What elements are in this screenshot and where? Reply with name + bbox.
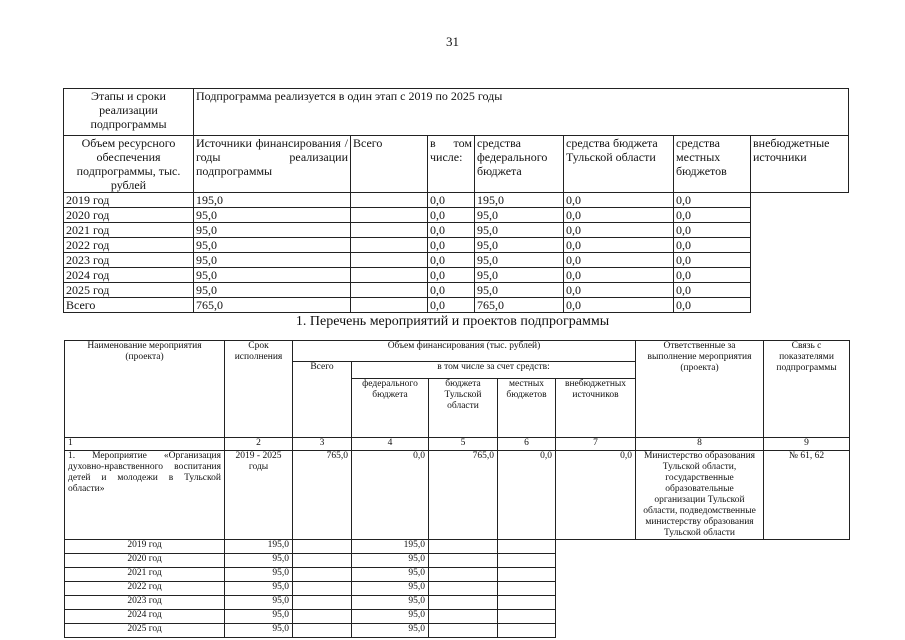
total-cell: 195,0 [194, 193, 351, 208]
stages-row [64, 89, 849, 136]
federal-cell [293, 540, 352, 554]
total-cell: 95,0 [194, 238, 351, 253]
header-total: Всего [351, 136, 428, 193]
header-extra: внебюджетных источников [556, 379, 636, 438]
regional-cell: 95,0 [475, 268, 564, 283]
year-cell: 2021 год [64, 223, 194, 238]
local-cell: 0,0 [564, 208, 674, 223]
passport-year-row [64, 283, 849, 298]
sources-header-row [64, 136, 849, 193]
col-number: 4 [352, 438, 429, 451]
activity-year-row [65, 554, 850, 568]
header-regional: средства бюджета Тульской области [564, 136, 674, 193]
passport-year-row [64, 223, 849, 238]
section-heading: 1. Перечень мероприятий и проектов подпрограммы [295, 314, 610, 329]
extra-cell [498, 624, 556, 638]
regional-cell: 95,0 [475, 253, 564, 268]
header-responsible: Ответственные за выполнение мероприятия (проекта) [636, 341, 764, 438]
passport-year-row [64, 208, 849, 223]
header-local: средства местных бюджетов [674, 136, 751, 193]
extra-cell: 0,0 [674, 238, 751, 253]
total-cell: 95,0 [194, 268, 351, 283]
stages-value: Подпрограмма реализуется в один этап с 2019 по 2025 годы [194, 89, 849, 136]
regional-cell: 95,0 [475, 238, 564, 253]
extra-cell [498, 582, 556, 596]
activity-year-row [65, 568, 850, 582]
extra-cell: 0,0 [674, 208, 751, 223]
federal-cell: 0,0 [428, 238, 475, 253]
total-cell: 95,0 [194, 208, 351, 223]
extra-cell: 0,0 [674, 223, 751, 238]
activities-table [64, 340, 850, 638]
header-federal: федерального бюджета [352, 379, 429, 438]
local-cell [429, 568, 498, 582]
federal-cell [293, 582, 352, 596]
year-cell: 2022 год [64, 238, 194, 253]
col-number: 9 [764, 438, 850, 451]
header-extra: внебюджетные источники [751, 136, 849, 193]
extra-cell: 0,0 [674, 193, 751, 208]
header-funding: Объем финансирования (тыс. рублей) [293, 341, 636, 362]
federal-cell [293, 624, 352, 638]
local-cell [429, 624, 498, 638]
col-number: 2 [225, 438, 293, 451]
federal-cell: 0,0 [428, 298, 475, 313]
col-number: 1 [65, 438, 225, 451]
total-cell: 95,0 [194, 223, 351, 238]
activity-federal: 0,0 [352, 451, 429, 540]
local-cell: 0,0 [564, 298, 674, 313]
federal-cell [293, 610, 352, 624]
col-number: 5 [429, 438, 498, 451]
year-cell: 2020 год [65, 554, 225, 568]
local-cell: 0,0 [564, 193, 674, 208]
passport-year-row [64, 238, 849, 253]
header-regional: бюджета Тульской области [429, 379, 498, 438]
extra-cell [498, 596, 556, 610]
header-total: Всего [293, 362, 352, 438]
total-cell: 95,0 [225, 610, 293, 624]
year-cell: 2019 год [65, 540, 225, 554]
local-cell: 0,0 [564, 253, 674, 268]
passport-year-row [64, 298, 849, 313]
activity-regional: 765,0 [429, 451, 498, 540]
year-cell: 2025 год [65, 624, 225, 638]
header-local: местных бюджетов [498, 379, 556, 438]
column-numbers-row [65, 438, 850, 451]
including-cell [351, 223, 428, 238]
regional-cell: 95,0 [352, 610, 429, 624]
including-cell [351, 238, 428, 253]
regional-cell: 95,0 [475, 283, 564, 298]
header-federal: средства федерального бюджета [475, 136, 564, 193]
including-cell [351, 268, 428, 283]
federal-cell: 0,0 [428, 193, 475, 208]
extra-cell: 0,0 [674, 253, 751, 268]
total-cell: 765,0 [194, 298, 351, 313]
federal-cell [293, 596, 352, 610]
regional-cell: 95,0 [352, 554, 429, 568]
year-cell: 2021 год [65, 568, 225, 582]
activity-year-row [65, 624, 850, 638]
total-cell: 95,0 [225, 582, 293, 596]
regional-cell: 95,0 [475, 223, 564, 238]
extra-cell [498, 568, 556, 582]
extra-cell [498, 554, 556, 568]
year-cell: 2023 год [65, 596, 225, 610]
subprogram-passport-table [63, 88, 849, 313]
including-cell [351, 253, 428, 268]
passport-year-row [64, 268, 849, 283]
activity-year-row [65, 596, 850, 610]
federal-cell: 0,0 [428, 253, 475, 268]
local-cell [429, 596, 498, 610]
federal-cell [293, 554, 352, 568]
activity-year-row [65, 610, 850, 624]
total-cell: 95,0 [225, 624, 293, 638]
activity-extra: 0,0 [556, 451, 636, 540]
including-cell [351, 193, 428, 208]
year-cell: 2022 год [65, 582, 225, 596]
total-cell: 95,0 [225, 568, 293, 582]
total-cell: 95,0 [225, 554, 293, 568]
regional-cell: 195,0 [352, 540, 429, 554]
year-cell: 2024 год [64, 268, 194, 283]
total-cell: 95,0 [194, 253, 351, 268]
col-number: 6 [498, 438, 556, 451]
including-cell [351, 283, 428, 298]
year-cell: 2025 год [64, 283, 194, 298]
year-cell: 2019 год [64, 193, 194, 208]
extra-cell [498, 540, 556, 554]
header-including: в том числе за счет средств: [352, 362, 636, 379]
stages-label: Этапы и сроки реализации подпрограммы [64, 89, 194, 136]
regional-cell: 95,0 [352, 568, 429, 582]
activity-year-row [65, 540, 850, 554]
resources-label: Объем ресурсного обеспечения подпрограммы, тыс. рублей [64, 136, 194, 193]
extra-cell: 0,0 [674, 283, 751, 298]
local-cell: 0,0 [564, 238, 674, 253]
activities-header-row-1 [65, 341, 850, 362]
local-cell [429, 582, 498, 596]
local-cell: 0,0 [564, 268, 674, 283]
total-cell: 95,0 [194, 283, 351, 298]
extra-cell: 0,0 [674, 268, 751, 283]
local-cell [429, 610, 498, 624]
year-cell: 2020 год [64, 208, 194, 223]
activity-local: 0,0 [498, 451, 556, 540]
federal-cell: 0,0 [428, 223, 475, 238]
col-number: 8 [636, 438, 764, 451]
federal-cell: 0,0 [428, 283, 475, 298]
header-including: в том числе: [428, 136, 475, 193]
year-cell: 2023 год [64, 253, 194, 268]
local-cell: 0,0 [564, 283, 674, 298]
col-number: 3 [293, 438, 352, 451]
local-cell [429, 554, 498, 568]
regional-cell: 765,0 [475, 298, 564, 313]
activity-year-row [65, 582, 850, 596]
page-number: 31 [446, 34, 459, 49]
header-sources: Источники финансирования / годы реализации подпрограммы [194, 136, 351, 193]
federal-cell [293, 568, 352, 582]
passport-year-row [64, 253, 849, 268]
including-cell [351, 208, 428, 223]
local-cell: 0,0 [564, 223, 674, 238]
activity-main-row [65, 451, 850, 540]
year-cell: 2024 год [65, 610, 225, 624]
year-cell: Всего [64, 298, 194, 313]
extra-cell: 0,0 [674, 298, 751, 313]
total-cell: 95,0 [225, 596, 293, 610]
activity-term: 2019 - 2025 годы [225, 451, 293, 540]
regional-cell: 95,0 [352, 596, 429, 610]
total-cell: 195,0 [225, 540, 293, 554]
activity-responsible: Министерство образования Тульской области, государственные образовательные организации Тульской области, подведомственные министерству образования Тульской области [636, 451, 764, 540]
regional-cell: 95,0 [352, 582, 429, 596]
activity-name: 1. Мероприятие «Организация духовно-нравственного воспитания детей и молодежи в Тульской области» [65, 451, 225, 540]
col-number: 7 [556, 438, 636, 451]
including-cell [351, 298, 428, 313]
federal-cell: 0,0 [428, 208, 475, 223]
local-cell [429, 540, 498, 554]
regional-cell: 95,0 [352, 624, 429, 638]
header-link: Связь с показателями подпрограммы [764, 341, 850, 438]
header-term: Срок исполнения [225, 341, 293, 438]
extra-cell [498, 610, 556, 624]
regional-cell: 95,0 [475, 208, 564, 223]
federal-cell: 0,0 [428, 268, 475, 283]
header-name: Наименование мероприятия (проекта) [65, 341, 225, 438]
activity-link: № 61, 62 [764, 451, 850, 540]
passport-year-row [64, 193, 849, 208]
activity-total: 765,0 [293, 451, 352, 540]
regional-cell: 195,0 [475, 193, 564, 208]
